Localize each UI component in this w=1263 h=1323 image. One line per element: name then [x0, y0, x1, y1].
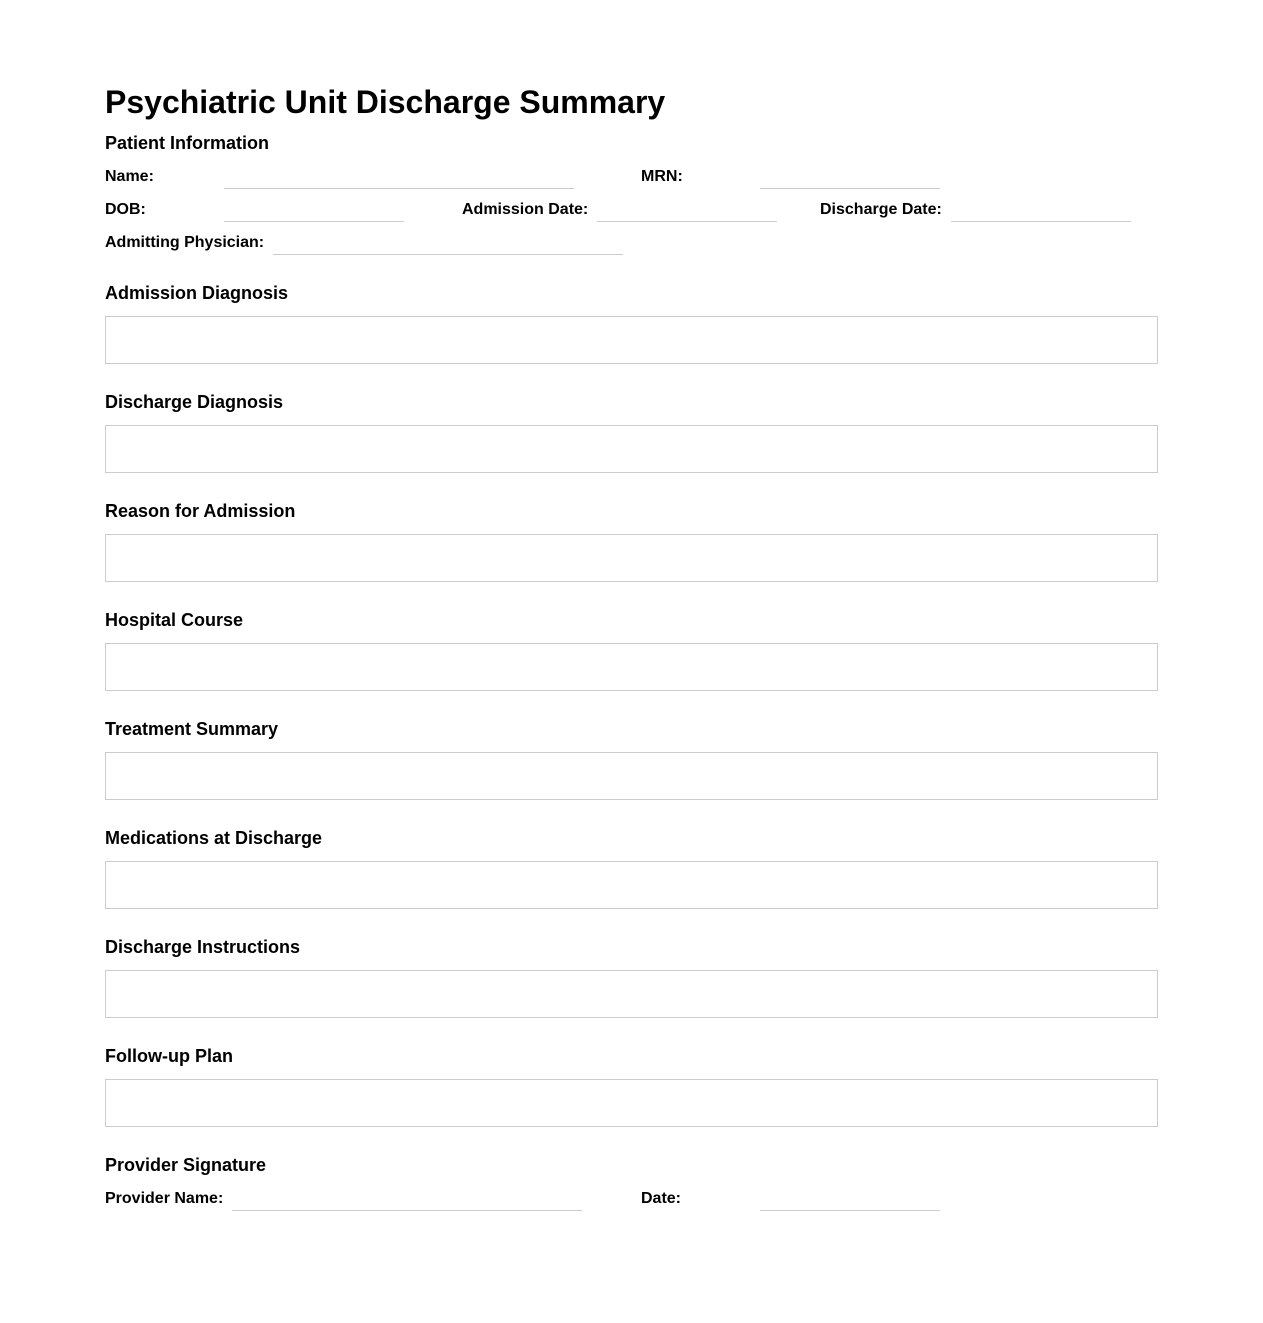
provider-name-label: Provider Name: [105, 1190, 224, 1207]
discharge-diagnosis-heading: Discharge Diagnosis [105, 392, 284, 412]
medications-at-discharge-heading: Medications at Discharge [105, 828, 323, 848]
dob-label: DOB: [105, 201, 146, 218]
discharge-diagnosis-input[interactable] [105, 425, 1158, 473]
page-title: Psychiatric Unit Discharge Summary [105, 84, 666, 120]
dob-field[interactable] [224, 201, 404, 222]
patient-information-heading: Patient Information [105, 133, 270, 153]
admission-date-label: Admission Date: [462, 201, 589, 218]
admission-diagnosis-input[interactable] [105, 316, 1158, 364]
treatment-summary-heading: Treatment Summary [105, 719, 279, 739]
discharge-date-label: Discharge Date: [820, 201, 942, 218]
provider-signature-heading: Provider Signature [105, 1155, 267, 1175]
name-field[interactable] [224, 168, 574, 189]
admitting-physician-label: Admitting Physician: [105, 234, 265, 251]
treatment-summary-input[interactable] [105, 752, 1158, 800]
follow-up-plan-input[interactable] [105, 1079, 1158, 1127]
hospital-course-input[interactable] [105, 643, 1158, 691]
reason-for-admission-heading: Reason for Admission [105, 501, 296, 521]
mrn-label: MRN: [641, 168, 683, 185]
admitting-physician-field[interactable] [273, 234, 623, 255]
mrn-field[interactable] [760, 168, 940, 189]
discharge-date-field[interactable] [951, 201, 1131, 222]
discharge-instructions-input[interactable] [105, 970, 1158, 1018]
medications-at-discharge-input[interactable] [105, 861, 1158, 909]
hospital-course-heading: Hospital Course [105, 610, 244, 630]
signature-date-field[interactable] [760, 1190, 940, 1211]
admission-diagnosis-heading: Admission Diagnosis [105, 283, 289, 303]
provider-name-field[interactable] [232, 1190, 582, 1211]
reason-for-admission-input[interactable] [105, 534, 1158, 582]
signature-date-label: Date: [641, 1190, 682, 1207]
follow-up-plan-heading: Follow-up Plan [105, 1046, 233, 1066]
name-label: Name: [105, 168, 154, 185]
admission-date-field[interactable] [597, 201, 777, 222]
discharge-instructions-heading: Discharge Instructions [105, 937, 301, 957]
